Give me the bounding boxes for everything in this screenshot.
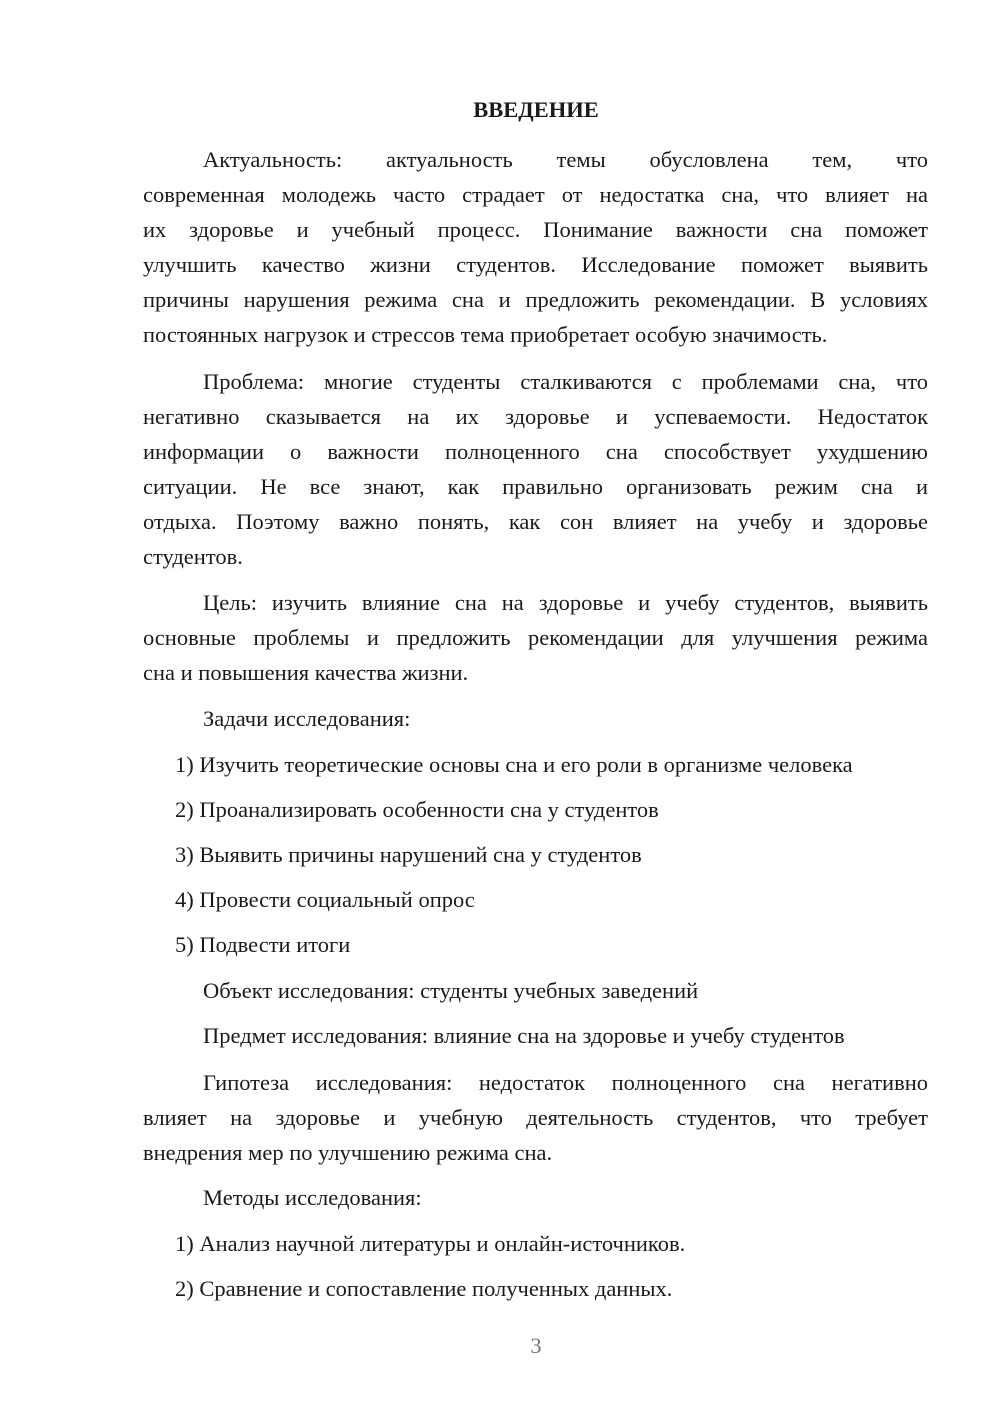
list-item: 2) Проанализировать особенности сна у студентов [175, 797, 659, 822]
text-line: негативно сказывается на их здоровье и успеваемости. Недостаток [143, 404, 928, 429]
text-line: Актуальность: актуальность темы обусловлена тем, что [203, 147, 928, 172]
text-line: Цель: изучить влияние сна на здоровье и учебу студентов, выявить [203, 590, 928, 615]
tasks-heading: Задачи исследования: [203, 706, 411, 731]
text-line: ситуации. Не все знают, как правильно организовать режим сна и [143, 474, 928, 499]
list-item: 3) Выявить причины нарушений сна у студентов [175, 842, 642, 867]
text-line: причины нарушения режима сна и предложить рекомендации. В условиях [143, 287, 928, 312]
research-object: Объект исследования: студенты учебных заведений [203, 978, 699, 1003]
text-line: информации о важности полноценного сна способствует ухудшению [143, 439, 928, 464]
page-number: 3 [530, 1333, 542, 1358]
text-line: Проблема: многие студенты сталкиваются с проблемами сна, что [203, 369, 928, 394]
text-line: улучшить качество жизни студентов. Исследование поможет выявить [143, 252, 928, 277]
text-line: сна и повышения качества жизни. [143, 660, 469, 685]
text-line: основные проблемы и предложить рекомендации для улучшения режима [143, 625, 928, 650]
text-line: современная молодежь часто страдает от недостатка сна, что влияет на [143, 182, 928, 207]
list-item: 1) Анализ научной литературы и онлайн-источников. [175, 1231, 686, 1256]
text-line: отдыха. Поэтому важно понять, как сон влияет на учебу и здоровье [143, 509, 928, 534]
list-item: 1) Изучить теоретические основы сна и его роли в организме человека [175, 752, 853, 777]
list-item: 5) Подвести итоги [175, 932, 351, 957]
text-line: внедрения мер по улучшению режима сна. [143, 1140, 553, 1165]
list-item: 4) Провести социальный опрос [175, 887, 475, 912]
research-subject: Предмет исследования: влияние сна на здоровье и учебу студентов [203, 1023, 845, 1048]
text-line: студентов. [143, 544, 243, 569]
list-item: 2) Сравнение и сопоставление полученных данных. [175, 1276, 673, 1301]
text-line: Гипотеза исследования: недостаток полноценного сна негативно [203, 1070, 928, 1095]
page-title: ВВЕДЕНИЕ [473, 97, 599, 122]
text-line: постоянных нагрузок и стрессов тема приобретает особую значимость. [143, 322, 828, 347]
text-line: их здоровье и учебный процесс. Понимание важности сна поможет [143, 217, 928, 242]
methods-heading: Методы исследования: [203, 1185, 422, 1210]
text-line: влияет на здоровье и учебную деятельность студентов, что требует [143, 1105, 928, 1130]
